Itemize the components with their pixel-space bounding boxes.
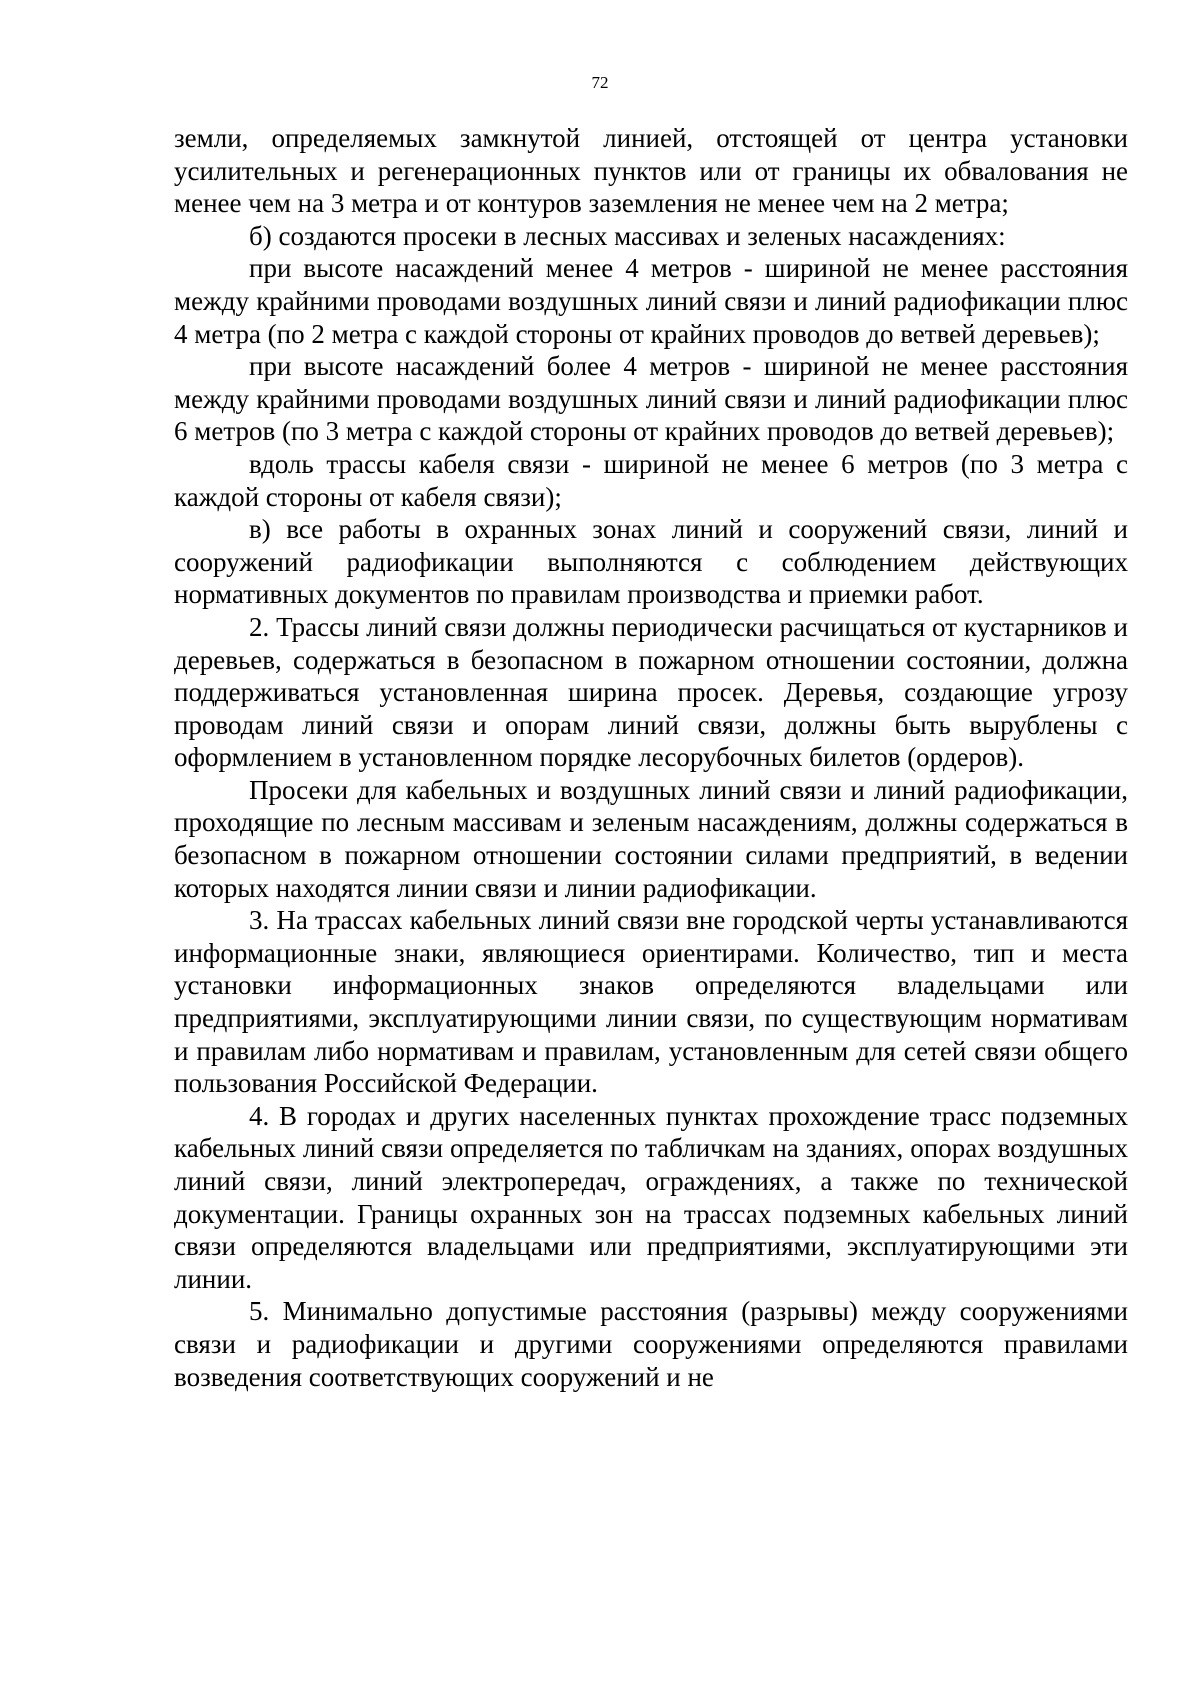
paragraph-height-over-4m: при высоте насаждений более 4 метров - шириной не менее расстояния между крайними проводами воздушных линий связи и линий радиофикации плюс 6 метров (по 3 метра с каждой стороны от крайних проводов до ветвей деревьев); [174,351,1128,447]
document-body [174,122,1128,1393]
paragraph-section-5: 5. Минимально допустимые расстояния (разрывы) между сооружениями связи и радиофикации и другими сооружениями определяются правилами возведения соответствующих сооружений и не [174,1296,1128,1392]
paragraph-height-under-4m: при высоте насаждений менее 4 метров - шириной не менее расстояния между крайними проводами воздушных линий связи и линий радиофикации плюс 4 метра (по 2 метра с каждой стороны от крайних проводов до ветвей деревьев); [174,253,1128,349]
paragraph-item-b: б) создаются просеки в лесных массивах и зеленых насаждениях: [249,220,1006,251]
paragraph-continuation: земли, определяемых замкнутой линией, отстоящей от центра установки усилительных и регенерационных пунктов или от границы их обвалования не менее чем на 3 метра и от контуров заземления не менее чем на 2 метра; [174,123,1128,219]
paragraph-section-3: 3. На трассах кабельных линий связи вне городской черты устанавливаются информационные знаки, являющиеся ориентирами. Количество, тип и места установки информационных знаков определяются владельцами или предприятиями, эксплуатирующими линии связи, по существующим нормативам и правилам либо нормативам и правилам, установленным для сетей связи общего пользования Российской Федерации. [174,905,1128,1099]
paragraph-cable-route: вдоль трассы кабеля связи - шириной не менее 6 метров (по 3 метра с каждой стороны от кабеля связи); [174,448,1128,512]
paragraph-item-v: в) все работы в охранных зонах линий и сооружений связи, линий и сооружений радиофикации выполняются с соблюдением действующих нормативных документов по правилам производства и приемки работ. [174,514,1128,610]
paragraph-clearings: Просеки для кабельных и воздушных линий связи и линий радиофикации, проходящие по лесным массивам и зеленым насаждениям, должны содержаться в безопасном в пожарном отношении состоянии силами предприятий, в ведении которых находятся линии связи и линии радиофикации. [174,774,1128,903]
paragraph-section-4: 4. В городах и других населенных пунктах прохождение трасс подземных кабельных линий связи определяется по табличкам на зданиях, опорах воздушных линий связи, линий электропередач, ограждениях, а также по технической документации. Границы охранных зон на трассах подземных кабельных линий связи определяются владельцами или предприятиями, эксплуатирующими эти линии. [174,1100,1128,1294]
paragraph-section-2: 2. Трассы линий связи должны периодически расчищаться от кустарников и деревьев, содержаться в безопасном в пожарном отношении состоянии, должна поддерживаться установленная ширина просек. Деревья, создающие угрозу проводам линий связи и опорам линий связи, должны быть вырублены с оформлением в установленном порядке лесорубочных билетов (ордеров). [174,611,1128,773]
page-number: 72 [591,73,609,92]
